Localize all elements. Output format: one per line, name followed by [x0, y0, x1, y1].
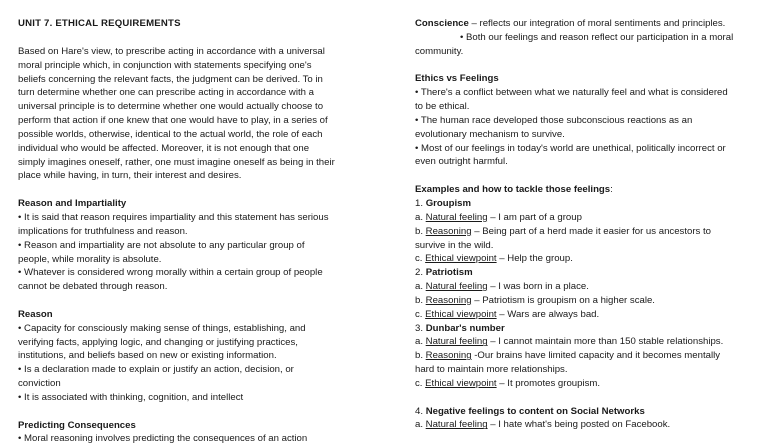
- section-conscience: [415, 17, 775, 59]
- item-letter: a.: [415, 281, 426, 293]
- example-item: [415, 308, 775, 322]
- item-letter: c.: [415, 253, 426, 265]
- section-heading: Reason: [18, 308, 53, 320]
- section-line: • The human race developed those subconscious reactions as an: [415, 114, 693, 126]
- item-label: Ethical viewpoint: [425, 377, 497, 389]
- conscience-definition: [415, 17, 775, 31]
- example-item: [415, 418, 775, 432]
- item-text: -Our brains have limited capacity and it becomes mentally: [471, 350, 721, 362]
- examples-heading: Examples and how to tackle those feelings: [415, 184, 611, 196]
- intro-line: simply imagines oneself, rather, one must imagine oneself as being in their: [18, 156, 335, 168]
- item-text: – I cannot maintain more than 150 stable relationships.: [487, 336, 724, 348]
- item-letter: c.: [415, 308, 426, 320]
- item-text: – Patriotism is groupism on a higher scale.: [471, 294, 655, 306]
- example-item: [415, 294, 775, 308]
- example-number: 3.: [415, 322, 424, 334]
- section-line: • Moral reasoning involves predicting the consequences of an action: [18, 433, 308, 445]
- item-label: Natural feeling: [425, 281, 488, 293]
- section-line: conviction: [18, 378, 61, 390]
- item-letter: b.: [415, 225, 426, 237]
- section-heading: [415, 183, 775, 197]
- conscience-text: – reflects our integration of moral sentiments and principles.: [468, 18, 726, 29]
- item-label: Natural feeling: [425, 419, 488, 431]
- item-label: Reasoning: [425, 350, 472, 362]
- item-label: Reasoning: [425, 294, 472, 306]
- section-line: verifying facts, applying logic, and changing or justifying practices,: [18, 336, 298, 348]
- section-line: cannot be debated through reason.: [18, 281, 168, 293]
- section-line: • It is said that reason requires impartiality and this statement has serious: [18, 211, 329, 223]
- example-number: 4.: [415, 405, 424, 417]
- section-heading: Reason and Impartiality: [18, 198, 127, 210]
- example-title: [415, 197, 775, 211]
- example-item: [415, 377, 775, 391]
- section-line: • Whatever is considered wrong morally within a certain group of people: [18, 267, 323, 279]
- item-letter: b.: [415, 350, 426, 362]
- item-letter: a.: [415, 419, 426, 431]
- intro-line: turn determine whether one can prescribe acting in accordance with a: [18, 87, 314, 99]
- example-title: [415, 322, 775, 336]
- item-text: – I am part of a group: [487, 211, 582, 223]
- intro-paragraph: [18, 45, 380, 183]
- intro-line: universal principle is to determine whether one would actually choose to: [18, 101, 324, 113]
- section-reason-impartiality: [18, 197, 380, 294]
- intro-line: individual who would be affected. Moreover, it is not enough that one: [18, 142, 310, 154]
- unit-title: UNIT 7. ETHICAL REQUIREMENTS: [18, 18, 181, 29]
- example-item: [415, 211, 775, 225]
- example-item: [415, 335, 775, 349]
- intro-line: beliefs concerning the relevant facts, the judgment can be derived. To in: [18, 73, 323, 85]
- example-title: [415, 266, 775, 280]
- section-reason: [18, 308, 380, 405]
- item-continuation: hard to maintain more relationships.: [415, 364, 568, 376]
- item-label: Ethical viewpoint: [425, 308, 497, 320]
- conscience-bullet: • Both our feelings and reason reflect our participation in a moral: [460, 31, 734, 43]
- intro-line: moral principle which, in conjunction with statements specifying one's: [18, 59, 312, 71]
- item-letter: c.: [415, 377, 426, 389]
- item-letter: a.: [415, 336, 426, 348]
- section-heading: Ethics vs Feelings: [415, 73, 499, 85]
- item-label: Natural feeling: [425, 336, 488, 348]
- section-line: • It is associated with thinking, cognition, and intellect: [18, 391, 244, 403]
- conscience-term: Conscience: [415, 18, 469, 29]
- item-label: Ethical viewpoint: [425, 253, 497, 265]
- item-text: – I was born in a place.: [487, 281, 589, 293]
- item-letter: a.: [415, 211, 426, 223]
- section-line: • Capacity for consciously making sense of things, establishing, and: [18, 322, 306, 334]
- section-line: to be ethical.: [415, 101, 470, 113]
- section-line: • There's a conflict between what we naturally feel and what is considered: [415, 87, 728, 99]
- example-item: [415, 225, 775, 239]
- section-line: • Is a declaration made to explain or justify an action, decision, or: [18, 364, 294, 376]
- section-line: people, while morality is absolute.: [18, 253, 162, 265]
- section-line: even outright harmful.: [415, 156, 508, 168]
- item-label: Natural feeling: [425, 211, 488, 223]
- intro-line: Based on Hare's view, to prescribe acting in accordance with a universal: [18, 45, 325, 57]
- example-item: [415, 252, 775, 266]
- section-line: evolutionary mechanism to survive.: [415, 128, 565, 140]
- item-text: – I hate what's being posted on Facebook.: [487, 419, 671, 431]
- section-heading: Predicting Consequences: [18, 419, 136, 431]
- item-label: Reasoning: [425, 225, 472, 237]
- section-line: institutions, and beliefs based on new or existing information.: [18, 350, 277, 362]
- section-line: • Most of our feelings in today's world are unethical, politically incorrect or: [415, 142, 726, 154]
- example-title-text: Negative feelings to content on Social Networks: [425, 405, 645, 417]
- example-title-text: Groupism: [425, 197, 471, 209]
- section-line: • Reason and impartiality are not absolute to any particular group of: [18, 239, 305, 251]
- section-ethics-vs-feelings: [415, 72, 775, 169]
- example-item: [415, 349, 775, 363]
- section-predicting-consequences: [18, 419, 380, 446]
- left-column: [18, 17, 380, 446]
- example-number: 1.: [415, 197, 424, 209]
- item-text: – Being part of a herd made it easier for us ancestors to: [471, 225, 711, 237]
- intro-line: place while having, in turn, their interest and desires.: [18, 170, 242, 182]
- item-text: – Wars are always bad.: [496, 308, 600, 320]
- conscience-continuation: community.: [415, 45, 464, 57]
- intro-line: possible worlds, otherwise, identical to the actual world, the role of each: [18, 128, 323, 140]
- right-column: [415, 17, 775, 432]
- example-item: [415, 280, 775, 294]
- item-continuation: survive in the wild.: [415, 239, 494, 251]
- item-letter: b.: [415, 294, 426, 306]
- examples-colon: :: [610, 184, 613, 196]
- intro-line: perform that action if one knew that one would have to play, in a series of: [18, 115, 328, 127]
- example-title-text: Dunbar's number: [425, 322, 505, 334]
- example-number: 2.: [415, 267, 424, 279]
- example-title-text: Patriotism: [425, 267, 473, 279]
- item-text: – It promotes groupism.: [496, 377, 601, 389]
- section-examples: [415, 183, 775, 432]
- section-line: implications for truthfulness and reason.: [18, 225, 188, 237]
- item-text: – Help the group.: [496, 253, 573, 265]
- example-title: [415, 405, 775, 419]
